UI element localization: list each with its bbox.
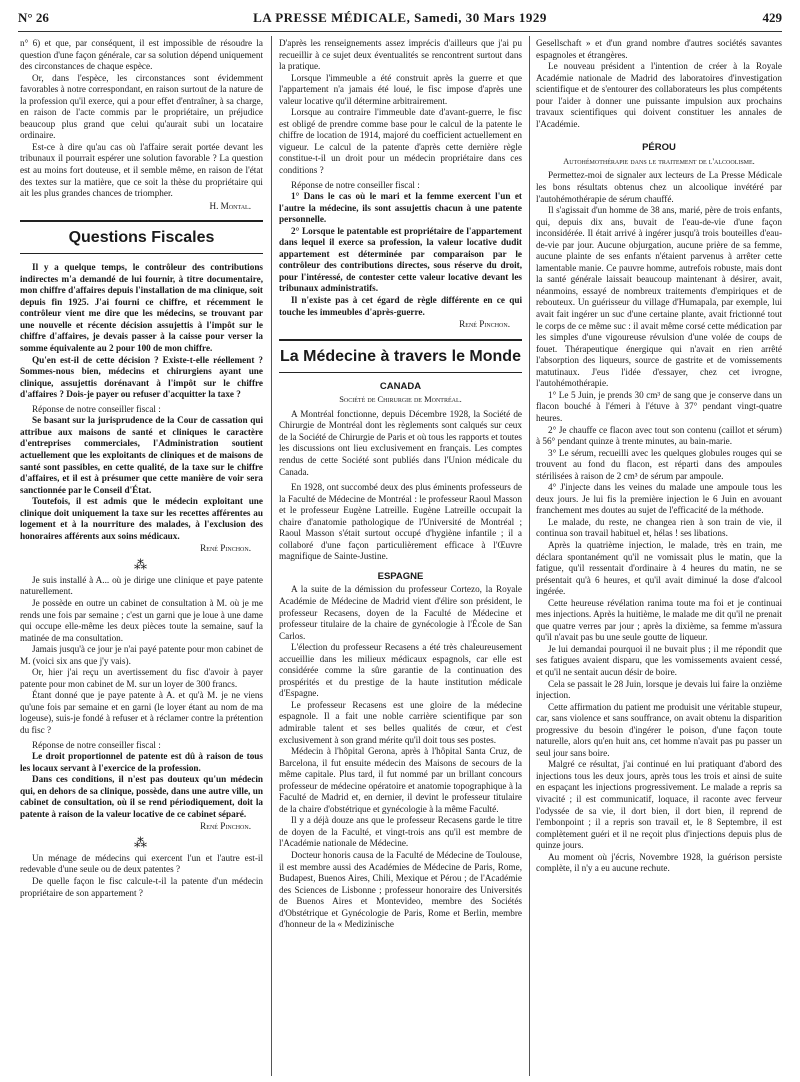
- paragraph: Permettez-moi de signaler aux lecteurs de La Presse Médicale les bons résultats obtenus chez un alcoolique invétéré par l'autohémothérapie de sérum chauffé.: [536, 170, 782, 204]
- paragraph: Le droit proportionnel de patente est dû à raison de tous les locaux servant à l'exercice de la profession.: [20, 751, 263, 773]
- paragraph: Je lui demandai pourquoi il ne buvait plus ; il me répondit que ses fatigues avaient disparu, que les vomissements avaient cessé, et qu'il ne sentait aucun désir de boire.: [536, 643, 782, 677]
- paragraph: Malgré ce résultat, j'ai continué en lui pratiquant d'abord des injections tous les deux jours, après tous les trois et ainsi de suite en espaçant les injections progressivement. Le malade a repris sa vivacité ; il est communicatif, loquace, il raconte avec ferveur l'odyssée de sa vie, il dort bien, il dort bien, il reprend de l'embonpoint ; il a repris son travail et, le 8 Septembre, il est complètement guéri et il ne reçoit plus d'injections depuis plus de quinze jours.: [536, 759, 782, 851]
- page-number: 429: [762, 10, 782, 25]
- intro-text: [20, 38, 263, 200]
- reply-label: Réponse de notre conseiller fiscal :: [32, 739, 161, 750]
- paragraph: Après la quatrième injection, le malade, très en train, me déclara spontanément qu'il ne vomissait plus le matin, que la fatigue, qu'il ressentait d'ordinaire à 4 heures du matin, ne se présentait qu'à 6 heures, et qu'il avait diminué la dose d'alcool ingérée.: [536, 539, 782, 597]
- paragraph: Cette affirmation du patient me produisit une véritable stupeur, car, sans violence et sans souffrance, on avait obtenu la disparition progressive du besoin d'ingérer le poison, d'une façon toute naturelle, alors qu'en huit ans, cet homme n'avait pas pu passer un seul jour sans boire.: [536, 701, 782, 758]
- paragraph: En 1928, ont succombé deux des plus éminents professeurs de la Faculté de Médecine de Montréal : le professeur Raoul Masson et le professeur Eugène Latreille. Eugène Latreille occupait la chaire d'anatomie pathologique de l'Université de Montréal ; Raoul Masson s'était surtout occupé d'hygiène infantile ; il a collaboré d'une façon particulièrement efficace à l'Œuvre magnifique de Sainte-Justine.: [279, 482, 522, 562]
- paragraph: Le professeur Recasens est une gloire de la médecine espagnole. Il a fait une noble carrière scientifique par son admirable talent et ses belles qualités de cœur, et c'est exclusivement à son grand mérite qu'il doit tous ses postes.: [279, 699, 522, 745]
- asterism: ⁂: [134, 834, 149, 850]
- column-divider-2: [529, 36, 530, 1076]
- column-2: [279, 38, 522, 1076]
- country-heading-perou: PÉROU: [642, 142, 676, 154]
- reply-label: Réponse de notre conseiller fiscal :: [32, 403, 161, 414]
- journal-title: LA PRESSE MÉDICALE, Samedi, 30 Mars 1929: [253, 10, 547, 25]
- subheading: Autohémothérapie dans le traitement de l'alcoolisme.: [563, 155, 755, 166]
- paragraph: Se basant sur la jurisprudence de la Cour de cassation qui attribue aux maisons de santé et cliniques le caractère d'entreprises commerciales, l'Administration soutient actuellement que les exploitants de cliniques et de maisons de santé sont passibles, en cette qualité, de la taxe sur le chiffre d'affaires, et il est à présumer que cette manière de voir sera sanctionnée par le Conseil d'État.: [20, 415, 263, 495]
- paragraph: Or, dans l'espèce, les circonstances sont évidemment favorables à notre correspondant, en raison surtout de la nature de la profession qu'il exerce, qui a pour effet d'entraîner, à sa charge, en raison de l'acte commis par le propriétaire, un préjudice beaucoup plus grand que celui qu'aurait subi un locataire ordinaire.: [20, 72, 263, 141]
- question-3-continued: [279, 38, 522, 177]
- paragraph: 3° Le sérum, recueilli avec les quelques globules rouges qui se trouvent au fond du flacon, est réparti dans des ampoules stérilisées à raison de 2 cm³ de sérum par ampoule.: [536, 447, 782, 481]
- paragraph: Au moment où j'écris, Novembre 1928, la guérison persiste complète, il n'y a eu aucune rechute.: [536, 851, 782, 874]
- paragraph: Je possède en outre un cabinet de consultation à M. où je me rends une fois par semaine ; c'est un garni que je loue à une dame qui occupe elle-même les deux pièces toute la semaine, sauf la matinée de ma consultation.: [20, 597, 263, 643]
- header-rule: [18, 31, 782, 32]
- subheading: Société de Chirurgie de Montréal.: [339, 394, 462, 405]
- paragraph: Je suis installé à A... où je dirige une clinique et paye patente naturellement.: [20, 574, 263, 597]
- paragraph: Il y a quelque temps, le contrôleur des contributions indirectes m'a demandé de lui fournir, à titre documentaire, mon chiffre d'affaires depuis l'installation de ma clinique, soit depuis fin 1925. J'ai fourni ce chiffre, et récemment le contrôleur vient me dire que les médecins, se trouvant par une nouvelle et récente décision assujettis à l'impôt sur le chiffre d'affaires, je devais passer à la caisse pour verser la somme équivalente au 2 pour 100 de mon chiffre.: [20, 262, 263, 354]
- paragraph: A Montréal fonctionne, depuis Décembre 1928, la Société de Chirurgie de Montréal dont les règlements sont calqués sur ceux de la Société de Chirurgie de Paris et où tous les rapports et toutes les discussions ont lieu exclusivement en français. Les comptes rendus de cette Société sont publiés dans l'Union médicale du Canada.: [279, 408, 522, 477]
- paragraph: Or, hier j'ai reçu un avertissement du fisc d'avoir à payer patente pour mon cabinet de M. sur un loyer de 300 francs.: [20, 667, 263, 689]
- section-title-questions-fiscales: Questions Fiscales: [20, 220, 263, 254]
- signature: René Pinchon.: [200, 543, 251, 554]
- paragraph: Toutefois, il est admis que le médecin exploitant une clinique doit uniquement la taxe sur les recettes afférentes au logement et à la nourriture des malades, à l'exclusion des honoraires afférents aux soins médicaux.: [20, 496, 263, 541]
- paragraph: Cette heureuse révélation ranima toute ma foi et je continuai mes injections. Après la huitième, le malade me dit qu'il ne prenait que quatre verres par jour ; après la dixième, sa femme m'assura qu'il n'avait pas bu une seule goutte de liqueur.: [536, 597, 782, 643]
- paragraph: Gesellschaft » et d'un grand nombre d'autres sociétés savantes espagnoles et étrangères.: [536, 38, 782, 60]
- signature: H. Montal.: [209, 200, 251, 211]
- column-1: [20, 38, 263, 1076]
- paragraph: Il y a déjà douze ans que le professeur Recasens garde le titre de doyen de la Faculté, et vingt-trois ans qu'il est membre de l'Académie nationale de Médecine.: [279, 815, 522, 849]
- question-2: [20, 575, 263, 737]
- paragraph: 1° Dans le cas où le mari et la femme exercent l'un et l'autre la médecine, ils sont assujettis chacun à une patente personnelle.: [279, 191, 522, 225]
- paragraph: Lorsque l'immeuble a été construit après la guerre et que l'appartement n'a jamais été loué, le fisc impose d'après une valeur locative qu'il détermine arbitrairement.: [279, 72, 522, 106]
- asterism: ⁂: [134, 556, 149, 572]
- paragraph: 2° Je chauffe ce flacon avec tout son contenu (caillot et sérum) à 56° pendant quinze à trente minutes, au bain-marie.: [536, 424, 782, 447]
- signature: René Pinchon.: [459, 319, 510, 330]
- paragraph: Jamais jusqu'à ce jour je n'ai payé patente pour mon cabinet de M. (voici six ans que j'y vais).: [20, 644, 263, 666]
- reply-1: [20, 415, 263, 542]
- paragraph: D'après les renseignements assez imprécis d'ailleurs que j'ai pu recueillir à ce sujet deux éventualités se rencontrent surtout dans la pratique.: [279, 38, 522, 72]
- paragraph: 2° Lorsque le patentable est propriétaire de l'appartement dans lequel il exerce sa profession, la valeur locative dudit appartement est déterminée par comparaison par le contrôleur des contributions directes, sous réserve du droit, pour l'intéressé, de contester cette valeur locative devant les tribunaux administratifs.: [279, 225, 522, 294]
- paragraph: 1° Le 5 Juin, je prends 30 cm³ de sang que je conserve dans un flacon bouché à l'émeri à l'étuve à 37° pendant vingt-quatre heures.: [536, 389, 782, 423]
- paragraph: Docteur honoris causa de la Faculté de Médecine de Toulouse, il est membre aussi des Académies de Médecine de Paris, Rome, Budapest, Buenos Aires, Chili, Mexique et Pérou ; de l'Académie des Sciences de Lisbonne ; professeur honoraire des Universités de Buenos Aires et Montevideo, membre des Sociétés d'Obstétrique et Gynécologie de Paris, Rome et Berlin, membre d'honneur de la « Medizinische: [279, 850, 522, 930]
- paragraph: L'élection du professeur Recasens a été très chaleureusement accueillie dans les milieux médicaux espagnols, car elle est considérée comme la sûre garantie de la continuation des prospérités et du prestige de la haute institution médicale d'Espagne.: [279, 642, 522, 699]
- canada-article: [279, 409, 522, 563]
- paragraph: Le nouveau président a l'intention de créer à la Royale Académie nationale de Madrid des laboratoires d'investigation scientifique et de s'entourer des collaborateurs les plus compétents pour l'aider à donner une puissante impulsion aux prochains travaux scientifiques qui doivent constituer les annales de l'Académie.: [536, 61, 782, 129]
- question-3: [20, 853, 263, 899]
- paragraph: Étant donné que je paye patente à A. et qu'à M. je ne viens qu'une fois par semaine et en garni (le loyer étant au nom de ma logeuse), suis-je fondé à refuser et à réclamer contre la prétention du fisc ?: [20, 690, 263, 735]
- section-title-medecine-monde: La Médecine à travers le Monde: [279, 339, 522, 373]
- page-header: [18, 8, 782, 30]
- espagne-article: [279, 584, 522, 930]
- paragraph: Dans ces conditions, il n'est pas douteux qu'un médecin qui, en dehors de sa clinique, possède, dans une autre ville, un cabinet de consultation, où il se rend périodiquement, doit la patente à raison de la valeur locative de ce cabinet séparé.: [20, 774, 263, 819]
- reply-3: [279, 191, 522, 318]
- paragraph: De quelle façon le fisc calcule-t-il la patente d'un médecin propriétaire de son appartement ?: [20, 876, 263, 898]
- paragraph: Il n'existe pas à cet égard de règle différente en ce qui touche les immeubles d'après-guerre.: [279, 295, 522, 317]
- reply-label: Réponse de notre conseiller fiscal :: [291, 179, 420, 190]
- perou-article: [536, 170, 782, 874]
- paragraph: Est-ce à dire qu'au cas où l'affaire serait portée devant les tribunaux il pourrait espérer une solution favorable ? La question est au moins fort douteuse, et il semble même, en raison de l'état des textes sur la matière, que ce soit la thèse du propriétaire qui ait les plus grandes chances de triompher.: [20, 141, 263, 199]
- country-heading-espagne: ESPAGNE: [377, 570, 424, 582]
- issue-number: N° 26: [18, 10, 49, 25]
- paragraph: 4° J'injecte dans les veines du malade une ampoule tous les deux jours. Je lui fis la première injection le 6 Juin en avouant franchement mes doutes au sujet de l'efficacité de la méthode.: [536, 482, 782, 516]
- signature: René Pinchon.: [200, 821, 251, 832]
- paragraph: A la suite de la démission du professeur Cortezo, la Royale Académie de Médecine de Madrid vient d'élire son président, le professeur Recasens, doyen de la Faculté de Médecine et professeur titulaire de la chaire de gynécologie à l'École de San Carlos.: [279, 584, 522, 641]
- paragraph: n° 6) et que, par conséquent, il est impossible de résoudre la question d'une façon générale, car sa solution dépend uniquement des circonstances de chaque espèce.: [20, 38, 263, 72]
- paragraph: Il s'agissait d'un homme de 38 ans, marié, père de trois enfants, qui, depuis dix ans, buvait de l'eau-de-vie d'une façon inconsidérée. Il était arrivé à ingérer jusqu'à trois bouteilles d'eau-de-vie par jour. Aucune objurgation, aucune prière de sa femme, aucune plainte de ses enfants n'étaient parvenus à arrêter cette lamentable manie. Ce pauvre homme, autrefois robuste, mais dont la santé générale laissait beaucoup maintenant à désirer, avait, néanmoins, essayé de nombreux traitements d'empiriques et de rebouteux. Un guérisseur du village d'Humapala, par exemple, lui avait fait ingérer un suc d'une certaine plante, avait frictionné tout le corps de ce même suc : il avait même corsé cette médication par les simples d'une vigoureuse révulsion d'une volée de coups de fouet. Thérapeutique énergique qui n'avait en rien arrêté l'absorption des liqueurs, source de gastrite et de vomissements matutinaux. J'eus l'idée d'essayer, chez cet ivrogne, l'autohémothérapie.: [536, 205, 782, 389]
- paragraph: Médecin à l'hôpital Gerona, après à l'hôpital Santa Cruz, de Barcelona, il fut ensuite médecin des Maisons de secours de la même capitale. Plus tard, il fut nommé par un brillant concours professeur de médecine opératoire et anatomie topographique à la Faculté de Madrid et, en dernier, il devint le professeur titulaire de la chaire d'obstétrique et gynécologie à la même Faculté.: [279, 746, 522, 814]
- reply-2: [20, 751, 263, 820]
- paragraph: Un ménage de médecins qui exercent l'un et l'autre est-il redevable d'une seule ou de deux patentes ?: [20, 852, 263, 875]
- column-3: [536, 38, 782, 1076]
- country-heading-canada: CANADA: [379, 380, 422, 392]
- column-divider-1: [271, 36, 272, 1076]
- question-1: [20, 262, 263, 401]
- paragraph: Lorsque au contraire l'immeuble date d'avant-guerre, le fisc est obligé de prendre comme base pour le calcul de la patente le chiffre de location de 1914, majoré du coefficient actuellement en vigueur. Le calcul de la patente d'après cette dernière règle constitue-t-il un droit pour un médecin propriétaire dans ces conditions ?: [279, 107, 522, 176]
- paragraph: Qu'en est-il de cette décision ? Existe-t-elle réellement ? Sommes-nous bien, médecins et chirurgiens ayant une clinique, assujettis dorénavant à l'impôt sur le chiffre d'affaires ? Dois-je payer ou refuser d'acquitter la taxe ?: [20, 354, 263, 400]
- espagne-continued: [536, 38, 782, 130]
- paragraph: Cela se passait le 28 Juin, lorsque je devais lui faire la onzième injection.: [536, 678, 782, 701]
- paragraph: Le malade, du reste, ne changea rien à son train de vie, il continua son travail habituel et, hélas ! ses libations.: [536, 516, 782, 539]
